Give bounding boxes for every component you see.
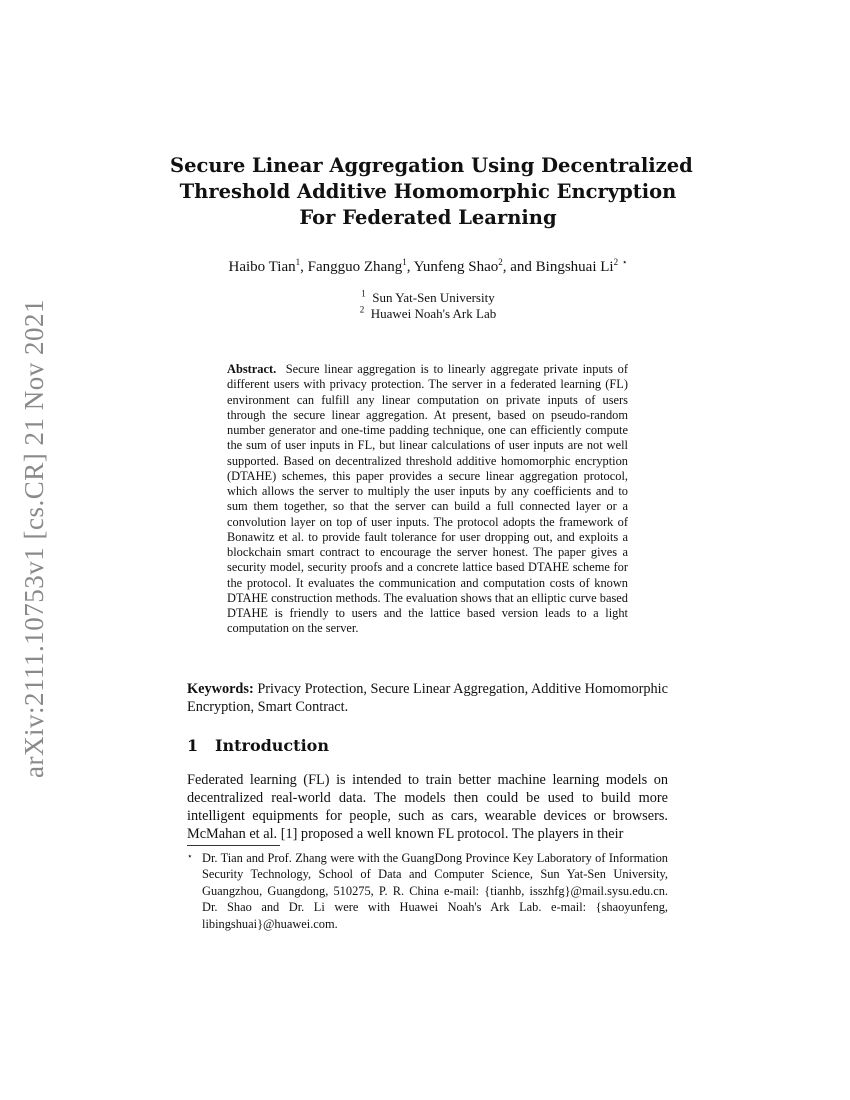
abstract-text: Secure linear aggregation is to linearly aggregate private inputs of different users with privacy protection. The server in a federated learning (FL) environment can fulfill any linear computation on private inputs of users through the secure linear aggregation. At present, based on pseudo-random number generator and one-time padding technique, one can efficiently compute the sum of user inputs in FL, but linear calculations of user inputs are not well supported. Based on decentralized threshold additive homomorphic encryption (DTAHE) schemes, this paper provides a secure linear aggregation protocol, which allows the server to multiply the user inputs by any coefficients and to sum them together, so that the server can build a full connected layer or a convolution layer on top of user inputs. The protocol adopts the framework of Bonawitz et al. to provide fault tolerance for user dropping out, and exploits a blockchain smart contract to encourage the server honest. The paper gives a security model, security proofs and a concrete lattice based DTAHE scheme for the protocol. It evaluates the communication and computation costs of known DTAHE construction methods. The evaluation shows that an elliptic curve based DTAHE is friendly to users and the lattice based version leads to a light computation on the server. xyxy=(227,362,628,636)
keywords xyxy=(187,680,668,716)
arxiv-sidebar xyxy=(14,292,54,785)
affiliation-2 xyxy=(300,306,556,322)
affiliation-name: Sun Yat-Sen University xyxy=(372,290,495,305)
author-affil-mark: 2 xyxy=(498,257,503,267)
title-line-1: Secure Linear Aggregation Using Decentralized xyxy=(170,154,693,177)
author-name: Yunfeng Shao xyxy=(413,259,499,275)
title-line-3: For Federated Learning xyxy=(299,206,557,229)
affiliation-mark: 2 xyxy=(359,304,365,315)
footnote-rule xyxy=(187,845,280,846)
abstract-label: Abstract. xyxy=(227,362,277,376)
author-list: Haibo Tian$^1$, Fangguo Zhang$^1$, Yunfeng Shao$^2$, and Bingshuai Li$^2$ ⋆ xyxy=(228,257,628,275)
section-heading xyxy=(187,736,329,755)
footnote xyxy=(187,850,668,932)
footnote-star-mark: ⋆ xyxy=(621,257,628,267)
title-line-2: Threshold Additive Homomorphic Encryption xyxy=(179,180,677,203)
section-title: Introduction xyxy=(215,736,329,755)
author-affil-mark: 1 xyxy=(402,257,407,267)
footnote-mark: ⋆ xyxy=(187,851,193,861)
arxiv-identifier: arXiv:2111.10753v1 [cs.CR] 21 Nov 2021 xyxy=(18,299,49,778)
intro-paragraph: Federated learning (FL) is intended to train better machine learning models on decentralized real-world data. The models then could be used to build more intelligent equipments for people, such as cars, wearable devices or browsers. McMahan et al. [1] proposed a well known FL protocol. The players in their xyxy=(187,772,668,842)
paper-title xyxy=(170,153,693,231)
footnote-text: Dr. Tian and Prof. Zhang were with the GuangDong Province Key Laboratory of Information Security Technology, School of Data and Computer Science, Sun Yat-Sen University, Guangzhou, Guangdong, 510275, P. R. China e-mail: {tianhb, isszhfg}@mail.sysu.edu.cn. Dr. Shao and Dr. Li were with Huawei Noah's Ark Lab. e-mail: {shaoyunfeng, libingshuai}@huawei.com. xyxy=(202,851,668,931)
keywords-text: Privacy Protection, Secure Linear Aggregation, Additive Homomorphic Encryption, Smart Contract. xyxy=(187,681,669,715)
keywords-label: Keywords: xyxy=(187,681,254,697)
affiliation-name: Huawei Noah's Ark Lab xyxy=(370,306,497,321)
affiliation-mark: 1 xyxy=(361,288,366,299)
author-affil-mark: 2 xyxy=(613,257,619,267)
affiliations xyxy=(300,290,556,322)
affiliation-1 xyxy=(300,290,556,306)
author-affil-mark: 1 xyxy=(295,257,301,267)
section-number: 1 xyxy=(187,736,199,755)
author-name: Haibo Tian xyxy=(228,259,296,275)
author-name: Bingshuai Li xyxy=(535,259,614,275)
author-name: Fangguo Zhang xyxy=(307,259,403,275)
abstract xyxy=(227,362,628,637)
